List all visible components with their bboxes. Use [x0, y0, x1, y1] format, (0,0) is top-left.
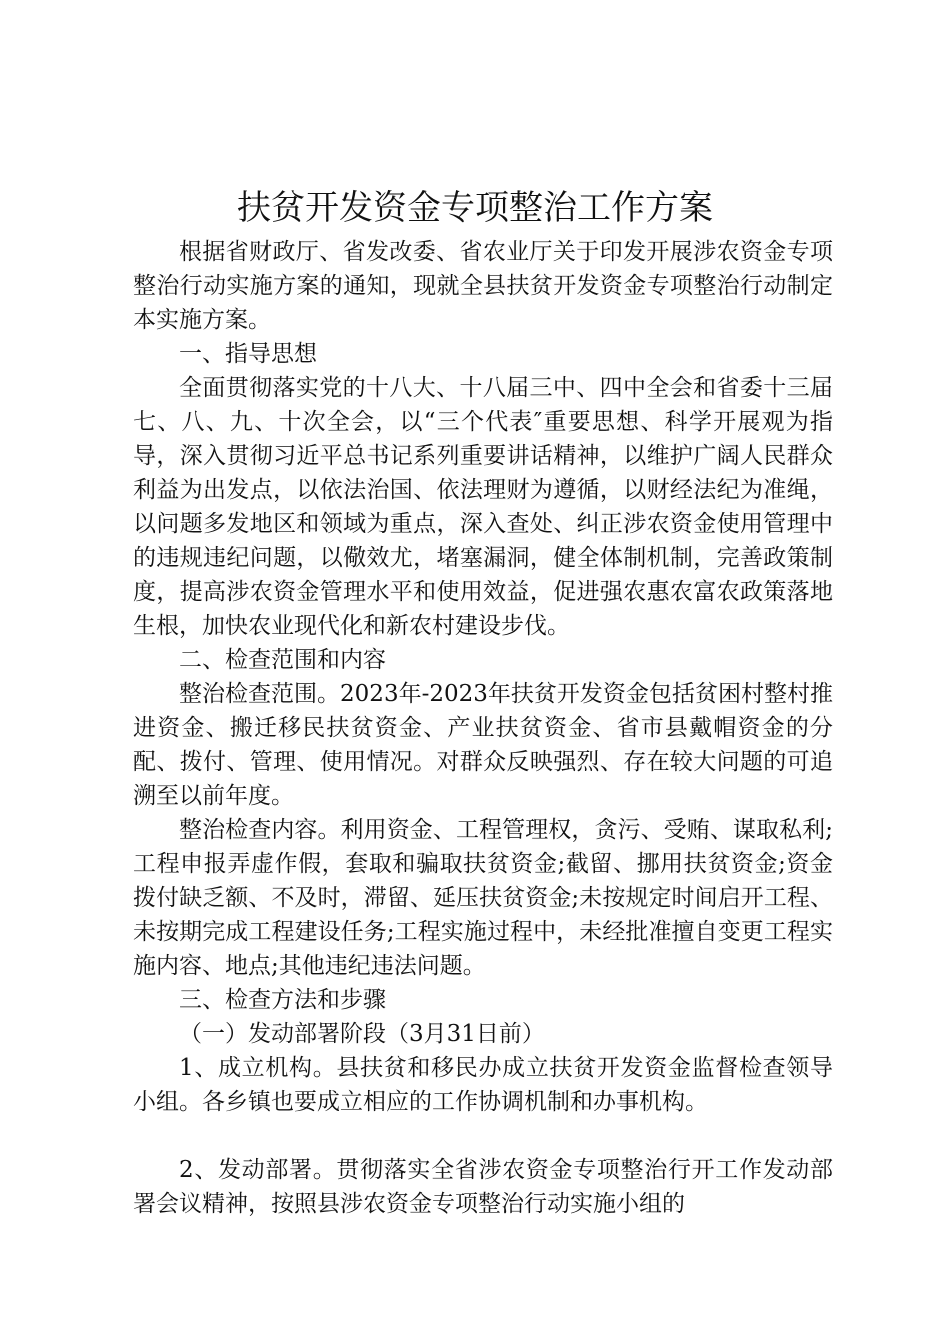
paragraph-establish-agency: 1、成立机构。县扶贫和移民办成立扶贫开发资金监督检查领导小组。各乡镇也要成立相应的工作协调机制和办事机构。 — [133, 1055, 833, 1115]
section-heading-guiding-thought: 一、指导思想 — [179, 341, 317, 367]
paragraph-mobilize-deploy: 2、发动部署。贯彻落实全省涉农资金专项整治行开工作发动部署会议精神，按照县涉农资金专项整治行动实施小组的 — [133, 1157, 833, 1217]
subsection-heading-mobilization: （一）发动部署阶段（3月31日前） — [179, 1021, 545, 1047]
document-title: 扶贫开发资金专项整治工作方案 — [237, 188, 713, 228]
section-heading-methods: 三、检查方法和步骤 — [179, 987, 386, 1013]
document-body — [133, 235, 833, 1221]
section-heading-scope: 二、检查范围和内容 — [179, 647, 386, 673]
paragraph-scope: 整治检查范围。2023年-2023年扶贫开发资金包括贫困村整村推进资金、搬迁移民扶贫资金、产业扶贫资金、省市县戴帽资金的分配、拨付、管理、使用情况。对群众反映强烈、存在较大问题的可追溯至以前年度。 — [133, 681, 833, 809]
paragraph-intro: 根据省财政厅、省发改委、省农业厅关于印发开展涉农资金专项整治行动实施方案的通知，现就全县扶贫开发资金专项整治行动制定本实施方案。 — [133, 239, 833, 333]
paragraph-content: 整治检查内容。利用资金、工程管理权，贪污、受贿、谋取私利;工程申报弄虚作假，套取和骗取扶贫资金;截留、挪用扶贫资金;资金拨付缺乏额、不及时，滞留、延压扶贫资金;未按规定时间启开工程、未按期完成工程建设任务;工程实施过程中，未经批准擅自变更工程实施内容、地点;其他违纪违法问题。 — [133, 817, 833, 979]
paragraph-guiding-thought: 全面贯彻落实党的十八大、十八届三中、四中全会和省委十三届七、八、九、十次全会，以“三个代表″重要思想、科学开展观为指导，深入贯彻习近平总书记系列重要讲话精神，以维护广阔人民群众利益为出发点，以依法治国、依法理财为遵循，以财经法纪为准绳，以问题多发地区和领域为重点，深入查处、纠正涉农资金使用管理中的违规违纪问题，以儆效尤，堵塞漏洞，健全体制机制，完善政策制度，提高涉农资金管理水平和使用效益，促进强农惠农富农政策落地生根，加快农业现代化和新农村建设步伐。 — [133, 375, 833, 639]
